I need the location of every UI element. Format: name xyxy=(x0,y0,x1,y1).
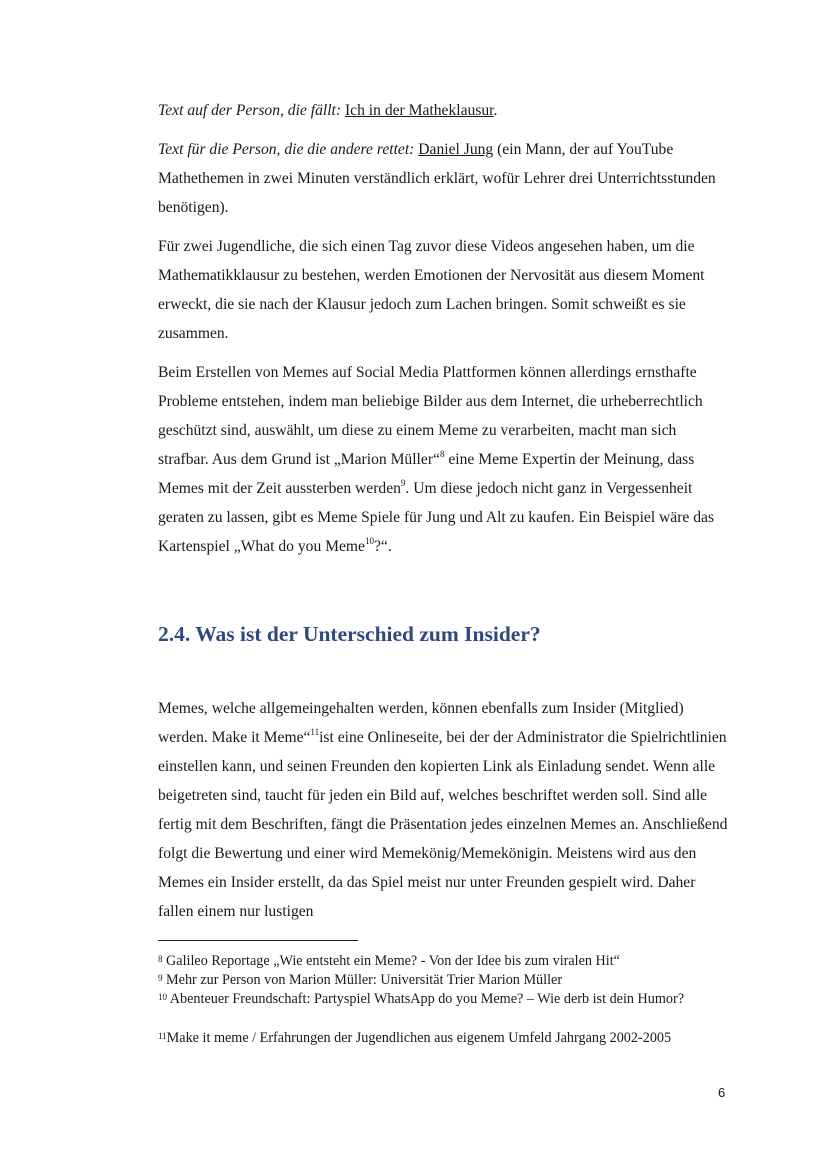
label-falling-person: Text auf der Person, die fällt: xyxy=(158,102,342,119)
footnote-9: $^9$ Mehr zur Person von Marion Müller: Universität Trier Marion Müller xyxy=(158,972,563,988)
section-heading: 2.4. Was ist der Unterschied zum Insider? xyxy=(158,622,541,646)
paragraph-meme-problems: Beim Erstellen von Memes auf Social Media Plattformen können allerdings ernsthafte Probleme entstehen, indem man beliebige Bilder aus dem Internet, die urheberrechtlich geschützt sind, auswählt, um diese zu einem Meme zu verarbeiten, macht man sich strafbar. Aus dem Grund ist „Marion Müller“$^8$ eine Meme Expertin der Meinung, dass Memes mit der Zeit aussterben werden$^9$. Um diese jedoch nicht ganz in Vergessenheit geraten zu lassen, gibt es Meme Spiele für Jung und Alt zu kaufen. Ein Beispiel wäre das Kartenspiel „What do you Meme$^{10}$?“. xyxy=(158,364,715,555)
underlined-text-matheklausur: Ich in der Matheklausur xyxy=(344,102,494,119)
footnote-10: $^{10}$ Abenteuer Freundschaft: Partyspiel WhatsApp do you Meme? – Wie derb ist dein Humor? xyxy=(158,991,685,1007)
footnote-ref-9: 9 xyxy=(400,477,406,488)
paragraph-text-rescuer: Text für die Person, die die andere rettet: Daniel Jung (ein Mann, der auf YouTube Mathethemen in zwei Minuten verständlich erklärt, wofür Lehrer drei Unterrichtsstunden benötigen). xyxy=(158,141,716,216)
footnote-ref-8: 8 xyxy=(439,448,445,459)
footnote-8: $^8$ Galileo Reportage „Wie entsteht ein Meme? - Von der Idee bis zum viralen Hit“ xyxy=(158,953,620,969)
footnote-11: $^{11}$Make it meme / Erfahrungen der Jugendlichen aus eigenem Umfeld Jahrgang 2002-2005 xyxy=(158,1030,672,1046)
paragraph-text-falling-person: Text auf der Person, die fällt: Ich in der Matheklausur. xyxy=(158,102,498,119)
page-number: 6 xyxy=(718,1085,726,1100)
underlined-text-daniel-jung: Daniel Jung xyxy=(418,141,494,158)
paragraph-nervousness: Für zwei Jugendliche, die sich einen Tag zuvor diese Videos angesehen haben, um die Mathematikklausur zu bestehen, werden Emotionen der Nervosität aus diesem Moment erweckt, die sie nach der Klausur jedoch zum Lachen bringen. Somit schweißt es sie zusammen. xyxy=(158,238,705,342)
footnote-ref-11: 11 xyxy=(310,726,320,737)
footnote-separator xyxy=(158,940,358,941)
paragraph-insider: Memes, welche allgemeingehalten werden, können ebenfalls zum Insider (Mitglied) werden. Make it Meme“$^{11}$ist eine Onlineseite, bei der der Administrator die Spielrichtlinien einstellen kann, und seinen Freunden den kopierten Link als Einladung sendet. Wenn alle beigetreten sind, taucht für jeden ein Bild auf, welches beschriftet werden soll. Sind alle fertig mit dem Beschriften, fängt die Präsentation jedes einzelnen Memes an. Anschließend folgt die Bewertung und einer wird Memekönig/Memekönigin. Meistens wird aus den Memes ein Insider erstellt, da das Spiel meist nur unter Freunden gespielt wird. Daher fallen einem nur lustigen xyxy=(158,700,728,920)
footnote-ref-10: 10 xyxy=(364,535,374,546)
label-rescuer: Text für die Person, die die andere rettet: xyxy=(158,141,415,158)
